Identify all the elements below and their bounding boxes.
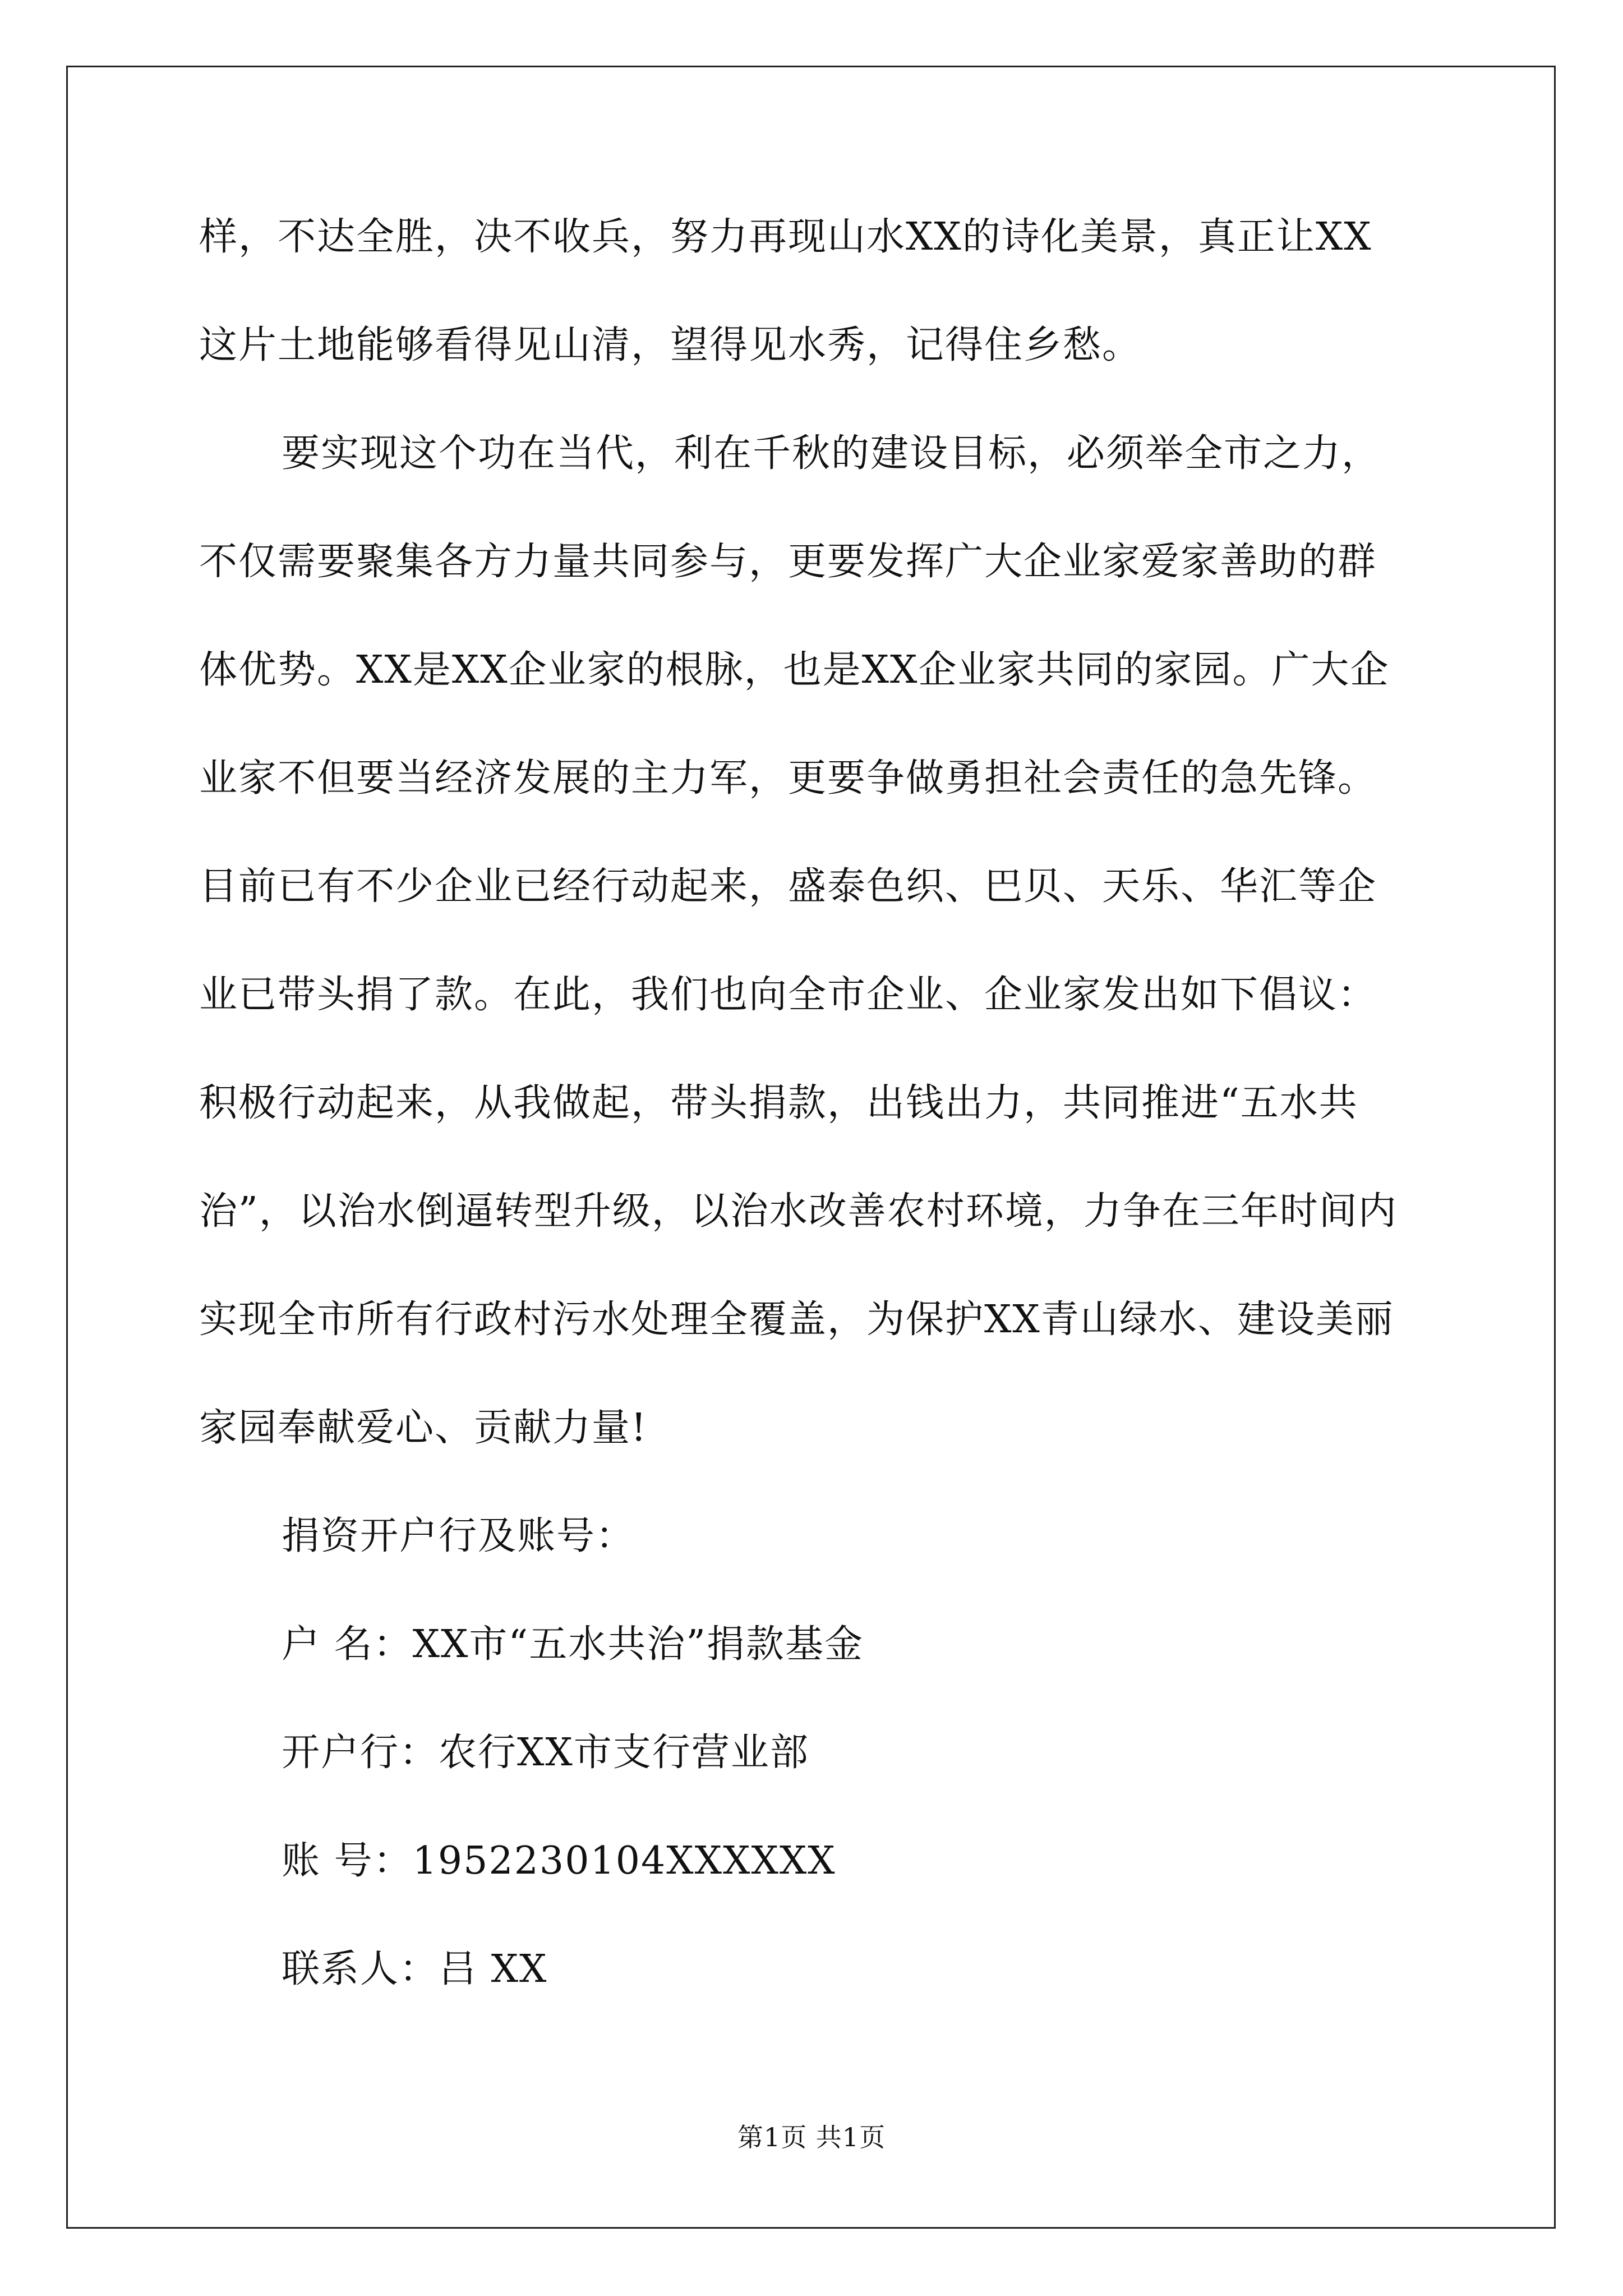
text-line: 实现全市所有行政村污水处理全覆盖，为保护XX青山绿水、建设美丽 (199, 1297, 1394, 1342)
text-line: 这片土地能够看得见山清，望得见水秀，记得住乡愁。 (199, 323, 1142, 367)
text-line: 业家不但要当经济发展的主力军，更要争做勇担社会责任的急先锋。 (199, 756, 1377, 800)
text-line: 目前已有不少企业已经行动起来，盛泰色织、巴贝、天乐、华汇等企 (199, 864, 1377, 909)
contact-person-line: 联系人：吕 XX (282, 1947, 548, 1991)
page-number-footer: 第1页 共1页 (737, 2122, 886, 2152)
text-line: 不仅需要聚集各方力量共同参与，更要发挥广大企业家爱家善助的群 (199, 540, 1377, 584)
bank-branch-line: 开户行：农行XX市支行营业部 (282, 1731, 809, 1775)
text-line: 治”，以治水倒逼转型升级，以治水改善农村环境，力争在三年时间内 (199, 1189, 1398, 1234)
account-number-line: 账 号：1952230104XXXXXX (282, 1839, 836, 1883)
paragraph-start-line: 要实现这个功在当代，利在千秋的建设目标，必须举全市之力， (282, 431, 1381, 476)
bank-info-heading: 捐资开户行及账号： (282, 1514, 635, 1558)
text-line: 积极行动起来，从我做起，带头捐款，出钱出力，共同推进“五水共 (199, 1081, 1358, 1125)
text-line: 样，不达全胜，决不收兵，努力再现山水XX的诗化美景，真正让XX (199, 215, 1372, 259)
page-border (66, 66, 1556, 2229)
text-line: 业已带头捐了款。在此，我们也向全市企业、企业家发出如下倡议： (199, 973, 1377, 1017)
text-line: 体优势。XX是XX企业家的根脉，也是XX企业家共同的家园。广大企 (199, 648, 1390, 692)
text-line: 家园奉献爱心、贡献力量! (199, 1406, 648, 1450)
account-name-line: 户 名：XX市“五水共治”捐款基金 (282, 1622, 864, 1667)
